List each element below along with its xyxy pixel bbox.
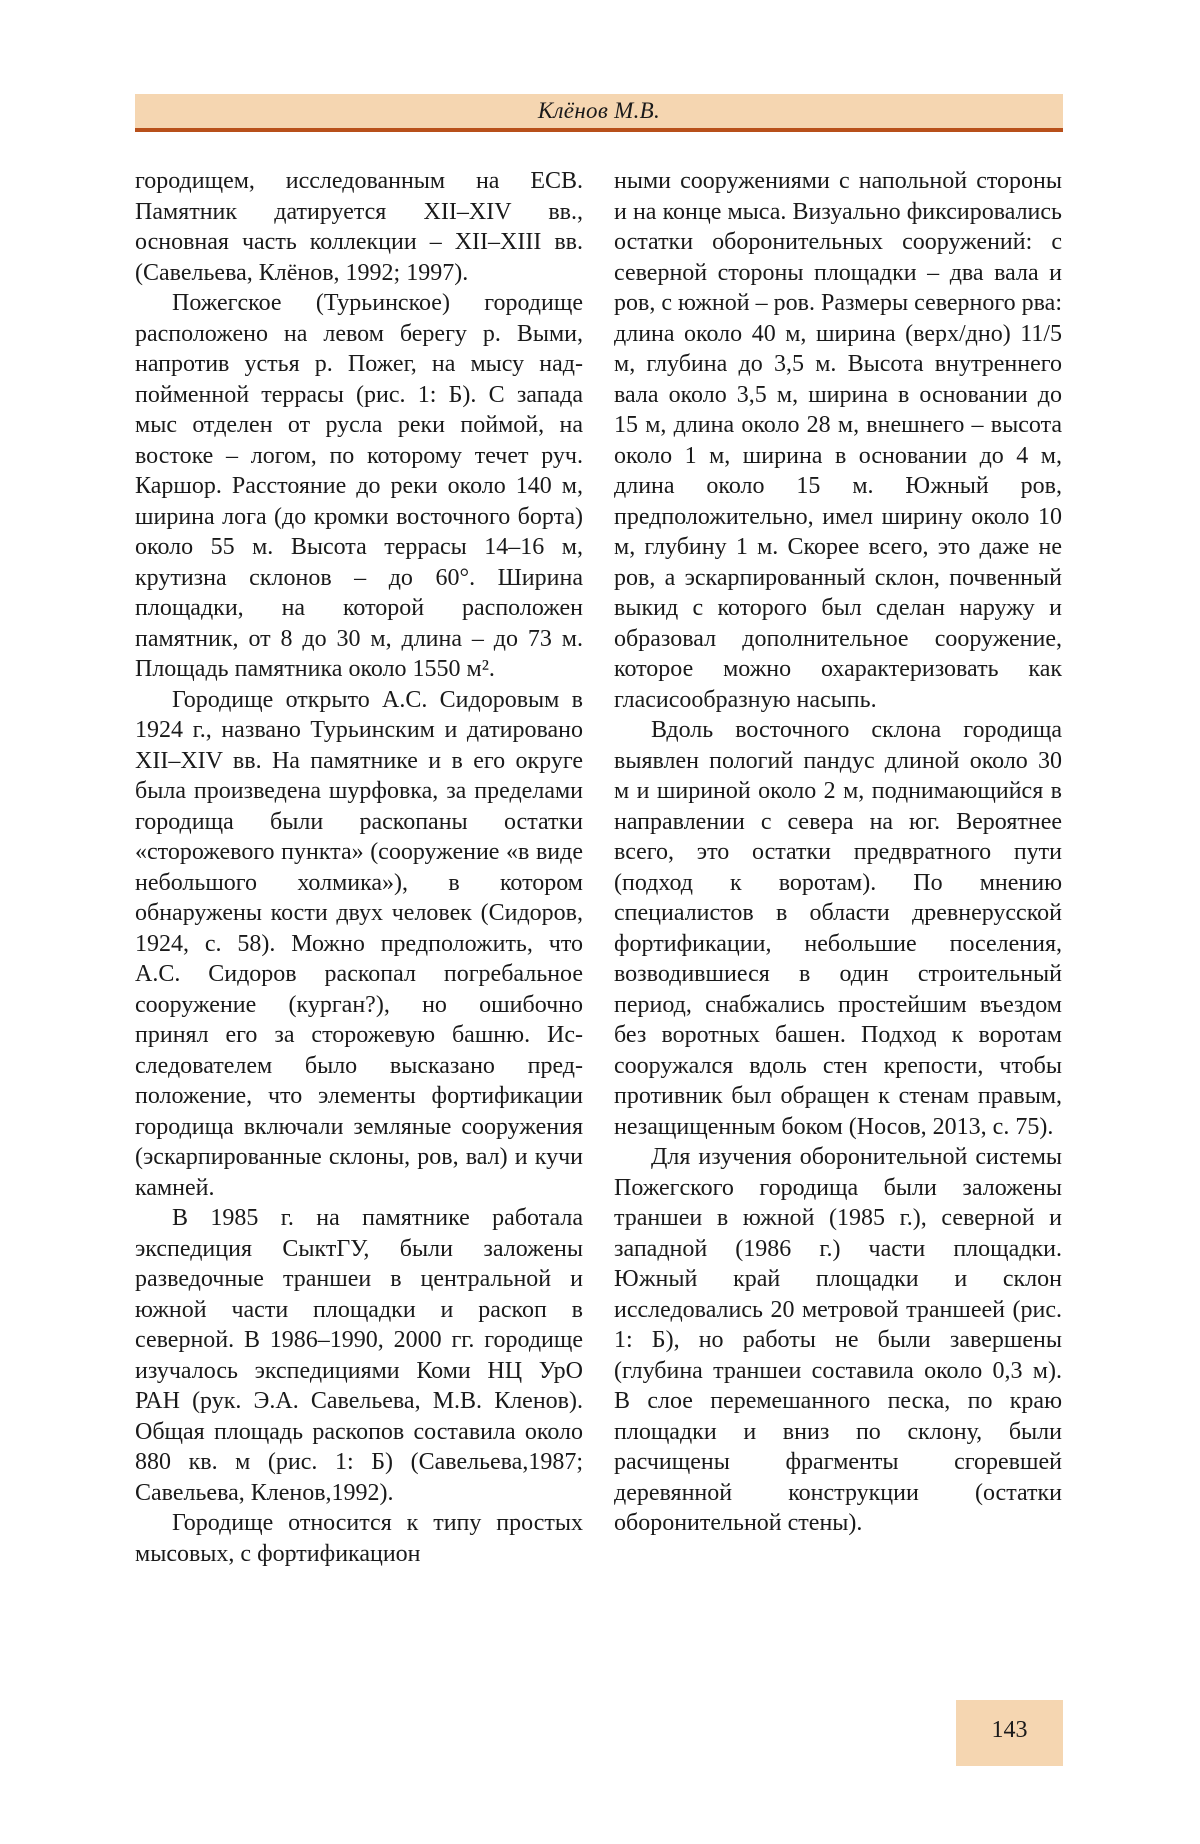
paragraph: В 1985 г. на памятнике работала экспедиция СыктГУ, были заложены разведочные траншеи в центральной и южной части площадки и раскоп в северной. В 1986–1990, 2000 гг. городище изучалось экспедициями Коми НЦ УрО РАН (рук. Э.А. Савельева, М.В. Кленов). Общая площадь раскопов составила около 880 кв. м (рис. 1: Б) (Савельева,1987; Савельева, Кленов,1992). [135, 1205, 583, 1506]
paragraph: Пожегское (Турьинское) городище расположено на левом берегу р. Выми, напротив устья р. Пожег, на мысу надпойменной террасы (рис. 1: Б). С запада мыс отделен от русла реки поймой, на востоке – логом, по которому течет руч. Каршор. Расстояние до реки около 140 м, ширина лога (до кромки восточного борта) около 55 м. Высота террасы 14–16 м, крутизна склонов – до 60°. Ширина площадки, на которой расположен памятник, от 8 до 30 м, длина – до 73 м. Площадь памятника около 1550 м². [135, 290, 583, 682]
paragraph: Вдоль восточного склона городища выявлен пологий пандус длиной около 30 м и шириной около 2 м, поднимающийся в направлении с севера на юг. Вероятнее всего, это остатки предвратного пути (подход к воротам). По мнению специалистов в области древнерусской фортификации, небольшие поселения, возводившиеся в один строительный период, снабжались простейшим въездом без воротных башен. Подход к воротам сооружался вдоль стен крепости, чтобы противник был обращен к стенам правым, незащищенным боком (Носов, 2013, с. 75). [614, 717, 1062, 1140]
page-number-box [956, 1700, 1063, 1766]
left-column [135, 166, 583, 1569]
paragraph: Городище относится к типу простых мысовых, с фортификацион [135, 1510, 583, 1567]
page-number: 143 [991, 1717, 1028, 1743]
right-column [614, 166, 1062, 1539]
paragraph: городищем, исследованным на ЕСВ. Памятник датируется XII–XIV вв., основная часть коллекции – XII–XIII вв. (Савельева, Клёнов, 1992; 1997). [135, 168, 583, 286]
running-header-title: Клёнов М.В. [537, 98, 661, 123]
running-header [135, 94, 1063, 132]
paragraph: Для изучения оборонительной системы Пожегского городища были заложены траншеи в южной (1985 г.), северной и западной (1986 г.) части площадки. Южный край площадки и склон исследовались 20 метровой траншеей (рис. 1: Б), но работы не были завершены (глубина траншеи составила около 0,3 м). В слое перемешанного песка, по краю площадки и вниз по склону, были расчищены фрагменты сгоревшей деревянной конструкции (остатки оборонительной стены). [614, 1144, 1062, 1536]
paragraph: ными сооружениями с напольной стороны и на конце мыса. Визуально фиксировались остатки оборонительных сооружений: с северной стороны площадки – два вала и ров, с южной – ров. Размеры северного рва: длина около 40 м, ширина (верх/дно) 11/5 м, глубина до 3,5 м. Высота внутреннего вала около 3,5 м, ширина в основании до 15 м, длина около 28 м, внешнего – высота около 1 м, ширина в основании до 4 м, длина около 15 м. Южный ров, предположительно, имел ширину около 10 м, глубину 1 м. Скорее всего, это даже не ров, а эскарпированный склон, почвенный выкид с которого был сделан наружу и образовал дополнительное сооружение, которое можно охарактеризовать как гласисообразную насыпь. [614, 168, 1062, 713]
paragraph: Городище открыто А.С. Сидоровым в 1924 г., названо Турьинским и датировано XII–XIV вв. На памятнике и в его округе была произведена шурфовка, за пределами городища были раскопаны остатки «сторожевого пункта» (сооружение «в виде небольшого холмика»), в котором обнаружены кости двух человек (Сидоров, 1924, с. 58). Можно предположить, что А.С. Сидоров раскопал погребальное сооружение (курган?), но ошибочно принял его за сторожевую башню. Исследователем было высказано предположение, что элементы фортификации городища включали земляные сооружения (эскарпированные склоны, ров, вал) и кучи камней. [135, 686, 583, 1201]
